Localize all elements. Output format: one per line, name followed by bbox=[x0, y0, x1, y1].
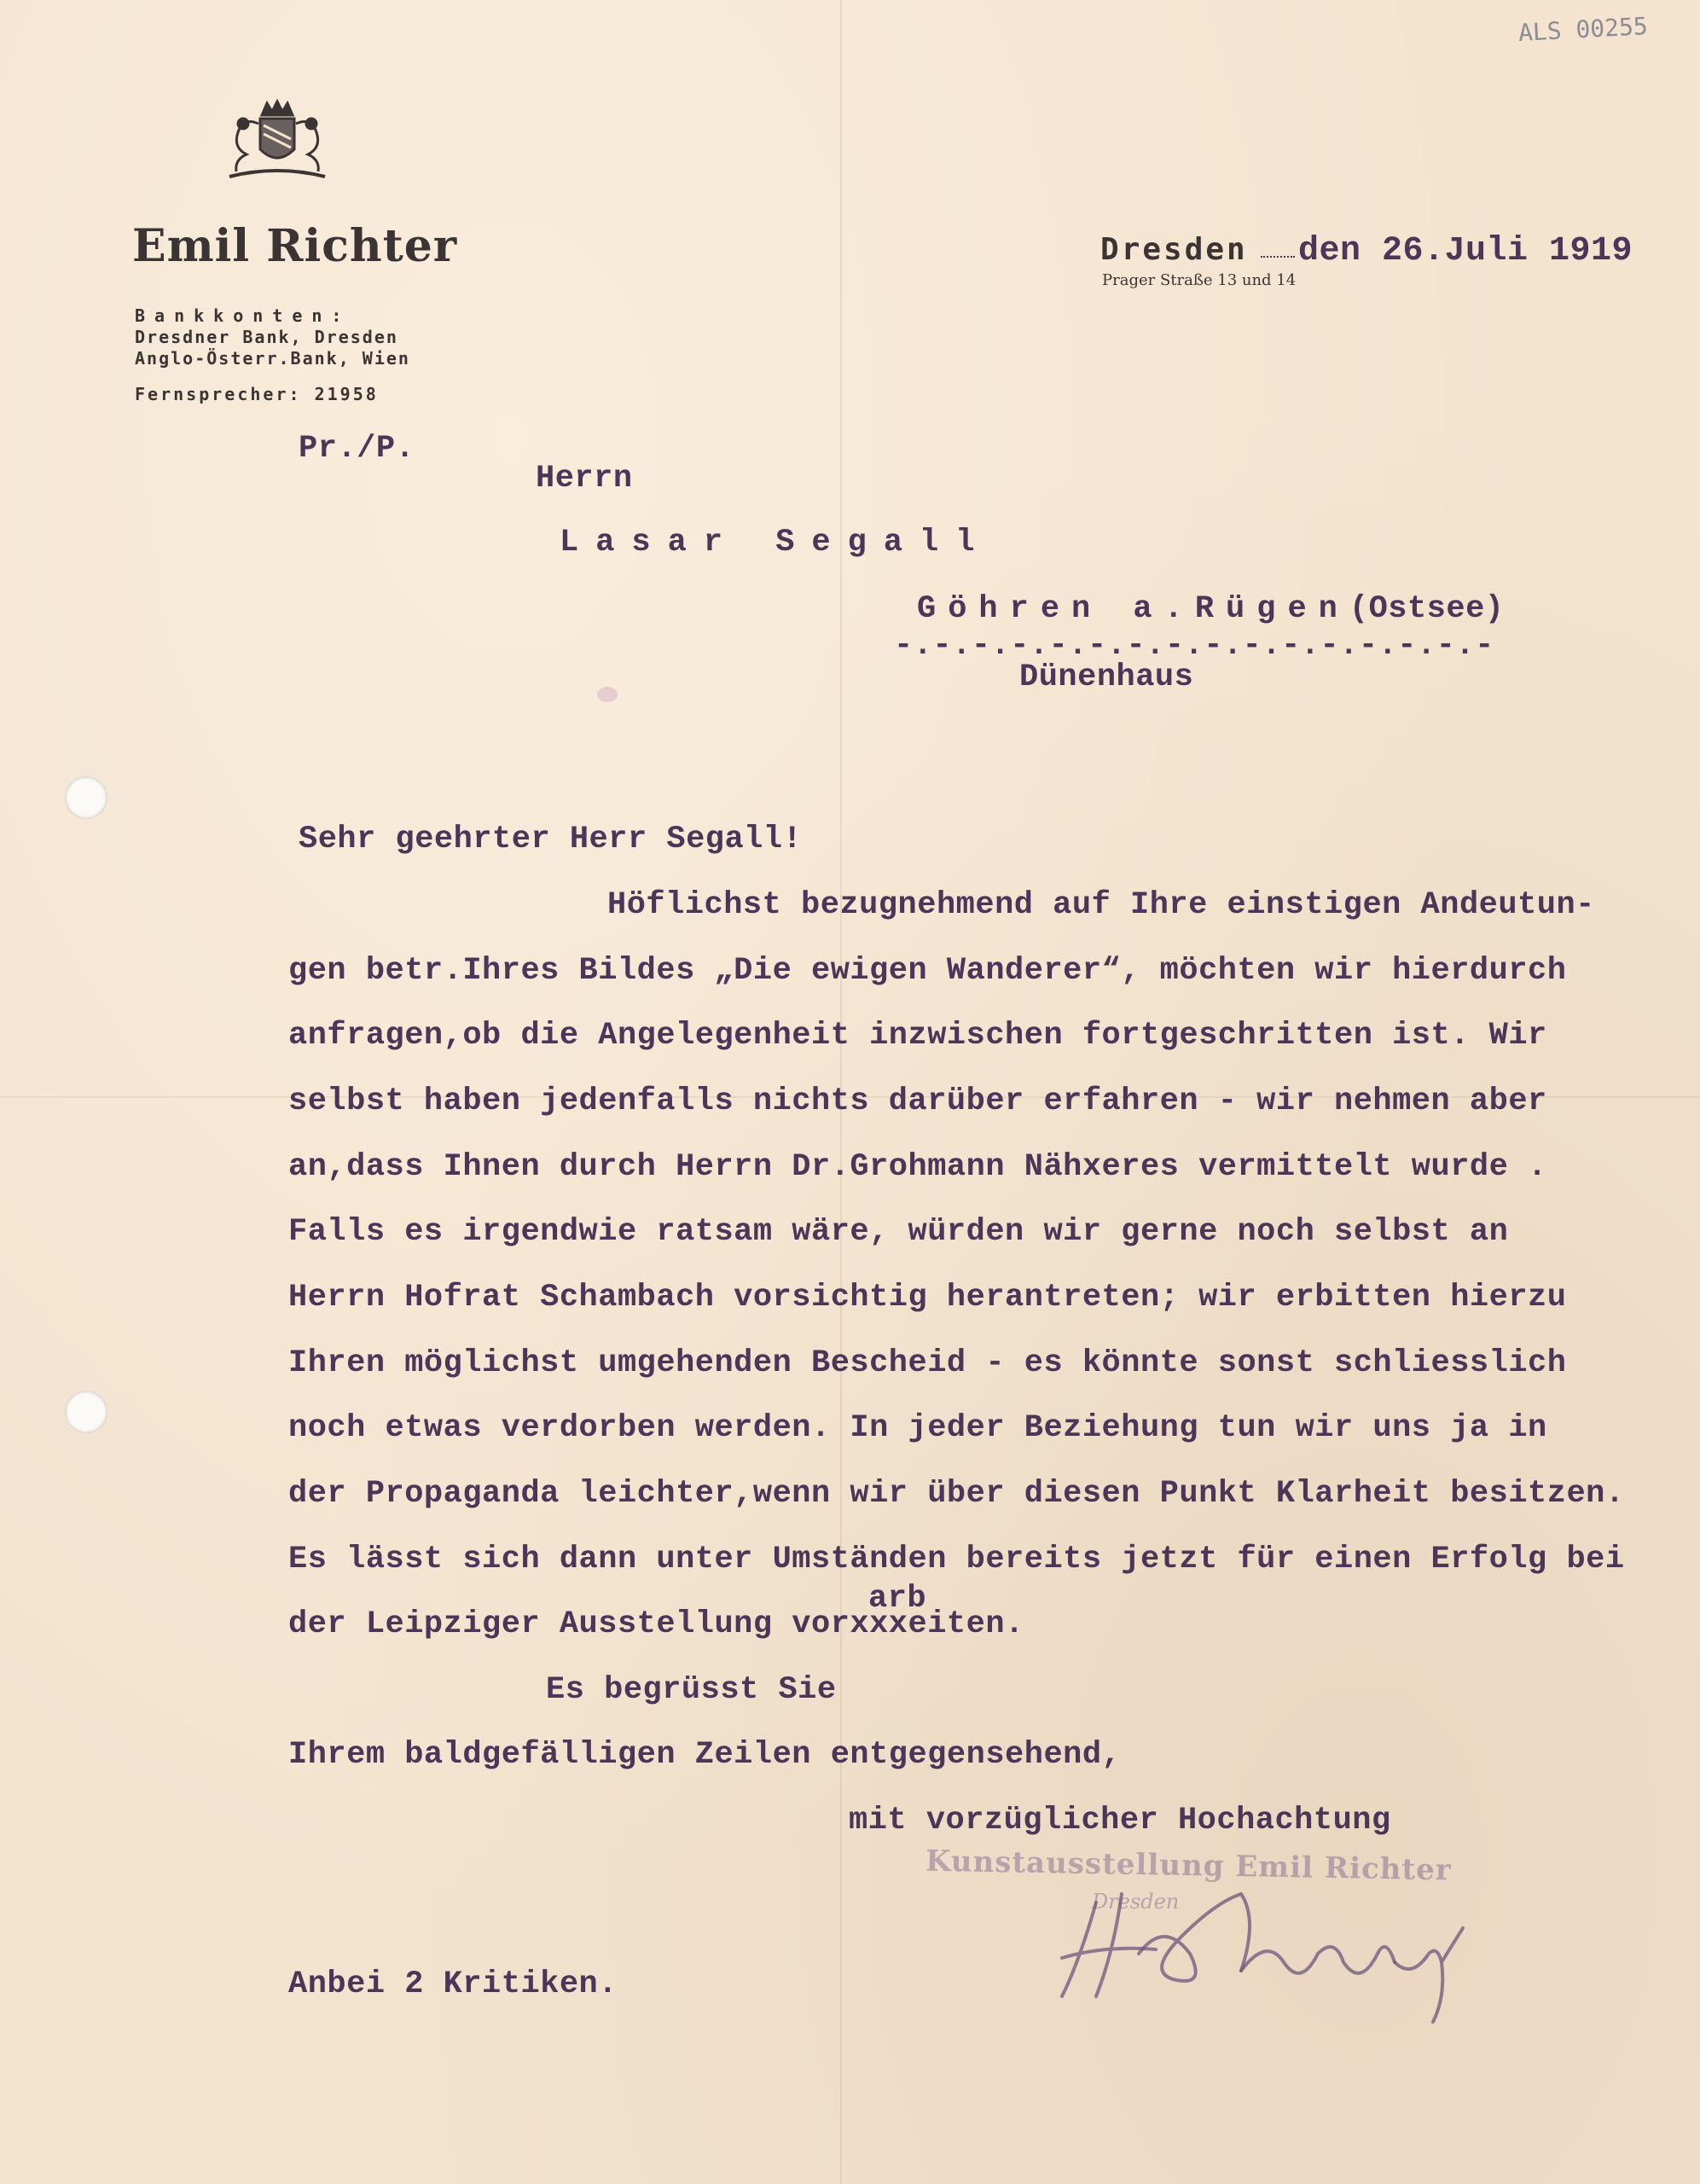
body-line: Herrn Hofrat Schambach vorsichtig herantreten; wir erbitten hierzu bbox=[288, 1280, 1567, 1316]
body-line: selbst haben jedenfalls nichts darüber erfahren - wir nehmen aber bbox=[288, 1083, 1547, 1119]
firm-name: Emil Richter bbox=[132, 220, 458, 272]
bank-dresdner: Dresdner Bank, Dresden bbox=[135, 327, 398, 347]
address-dash-line: -.-.-.-.-.-.-.-.-.-.-.-.-.-.-.- bbox=[894, 628, 1494, 664]
body-line: Höflichst bezugnehmend auf Ihre einstigen Andeutun- bbox=[607, 887, 1595, 923]
recipient-city: Göhren a.Rügen bbox=[917, 591, 1349, 627]
letter-greeting: Sehr geehrter Herr Segall! bbox=[299, 822, 803, 857]
punch-hole-bottom bbox=[65, 1391, 107, 1433]
company-stamp: Kunstausstellung Emil Richter bbox=[925, 1844, 1453, 1888]
date-dotted-line bbox=[1261, 256, 1295, 258]
letterhead-street: Prager Straße 13 und 14 bbox=[1102, 271, 1297, 289]
recipient-name: Lasar Segall bbox=[560, 525, 992, 561]
body-line: gen betr.Ihres Bildes „Die ewigen Wanderer“, möchten wir hierdurch bbox=[288, 953, 1567, 989]
bank-accounts-label: Bankkonten: bbox=[135, 305, 351, 326]
stamp-subtext: Dresden bbox=[1092, 1890, 1180, 1914]
recipient-address bbox=[917, 591, 1505, 627]
phone-number: Fernsprecher: 21958 bbox=[135, 384, 379, 404]
body-line: der Leipziger Ausstellung vorxxxeiten. bbox=[288, 1606, 1024, 1642]
closing-greeting: Es begrüsst Sie bbox=[546, 1672, 837, 1708]
body-line: der Propaganda leichter,wenn wir über diesen Punkt Klarheit besitzen. bbox=[288, 1476, 1625, 1512]
body-line: Ihren möglichst umgehenden Bescheid - es könnte sonst schliesslich bbox=[288, 1345, 1567, 1381]
recipient-salutation: Herrn bbox=[536, 461, 633, 497]
body-line: an,dass Ihnen durch Herrn Dr.Grohmann Nähxeres vermittelt wurde . bbox=[288, 1149, 1547, 1185]
body-line: noch etwas verdorben werden. In jeder Beziehung tun wir uns ja in bbox=[288, 1410, 1547, 1446]
letter-date: den 26.Juli 1919 bbox=[1298, 232, 1633, 270]
recipient-house: Dünenhaus bbox=[1019, 659, 1194, 695]
body-line: Falls es irgendwie ratsam wäre, würden wir gerne noch selbst an bbox=[288, 1214, 1509, 1250]
body-line: Es lässt sich dann unter Umständen bereits jetzt für einen Erfolg bei bbox=[288, 1542, 1625, 1577]
closing-line: Ihrem baldgefälligen Zeilen entgegensehend, bbox=[288, 1737, 1122, 1773]
letterhead-place: Dresden bbox=[1100, 232, 1248, 267]
handwritten-signature bbox=[1045, 1868, 1488, 2030]
recipient-region: (Ostsee) bbox=[1349, 591, 1505, 627]
bank-anglo: Anglo-Österr.Bank, Wien bbox=[135, 348, 410, 369]
enclosure-note: Anbei 2 Kritiken. bbox=[288, 1966, 618, 2002]
body-line: anfragen,ob die Angelegenheit inzwischen fortgeschritten ist. Wir bbox=[288, 1018, 1547, 1054]
reference-code: Pr./P. bbox=[299, 431, 415, 467]
typed-correction: arb bbox=[868, 1581, 927, 1617]
ink-smudge bbox=[597, 687, 618, 702]
closing-regards: mit vorzüglicher Hochachtung bbox=[849, 1803, 1391, 1838]
punch-hole-top bbox=[65, 776, 107, 819]
archive-number: ALS 00255 bbox=[1517, 12, 1649, 47]
coat-of-arms-icon bbox=[218, 98, 337, 183]
